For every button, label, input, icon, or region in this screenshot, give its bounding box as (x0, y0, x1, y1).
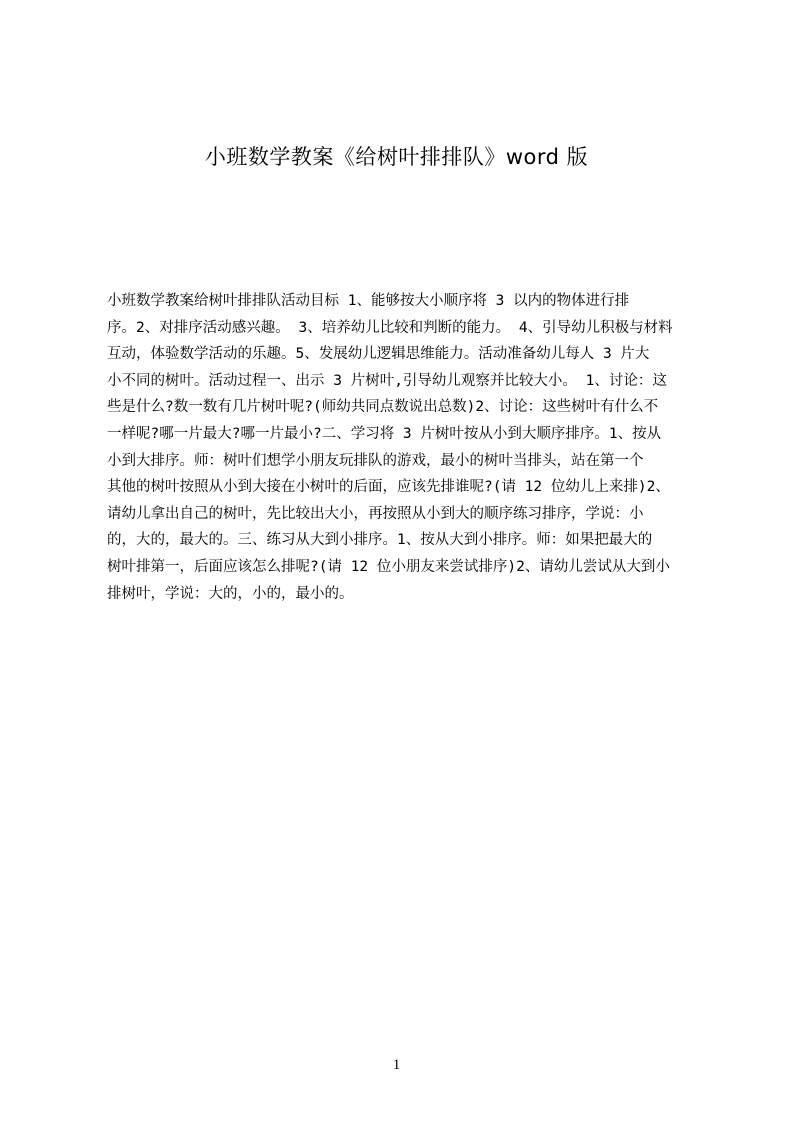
body-line-1: 小班数学教案给树叶排排队活动目标 1、能够按大小顺序将 3 以内的物体进行排 (107, 293, 630, 309)
document-body (107, 288, 694, 608)
body-line-2: 序。2、对排序活动感兴趣。 3、培养幼儿比较和判断的能力。 4、引导幼儿积极与材料 (107, 319, 673, 336)
body-line-11: 树叶排第一，后面应该怎么排呢?(请 12 位小朋友来尝试排序)2、请幼儿尝试从大到小 (107, 558, 670, 575)
body-line-12: 排树叶，学说：大的，小的，最小的。 (107, 585, 354, 602)
body-line-7: 小到大排序。师：树叶们想学小朋友玩排队的游戏，最小的树叶当排头，站在第一个 (107, 452, 644, 469)
body-line-10: 的，大的，最大的。三、练习从大到小排序。1、按从大到小排序。师：如果把最大的 (107, 532, 653, 549)
body-line-9: 请幼儿拿出自己的树叶，先比较出大小，再按照从小到大的顺序练习排序，学说：小 (107, 505, 644, 522)
body-line-3: 互动，体验数学活动的乐趣。5、发展幼儿逻辑思维能力。活动准备幼儿每人 3 片大 (107, 346, 650, 363)
body-line-6: 一样呢?哪一片最大?哪一片最小?二、学习将 3 片树叶按从小到大顺序排序。1、按从 (107, 425, 662, 442)
body-line-4: 小不同的树叶。活动过程一、出示 3 片树叶,引导幼儿观察并比较大小。 1、讨论：这 (107, 372, 667, 389)
page-number: 1 (392, 1057, 401, 1073)
body-line-5: 些是什么?数一数有几片树叶呢?(师幼共同点数说出总数)2、讨论：这些树叶有什么不 (107, 399, 659, 416)
document-title: 小班数学教案《给树叶排排队》word 版 (204, 145, 589, 169)
body-line-8: 其他的树叶按照从小到大接在小树叶的后面，应该先排谁呢?(请 12 位幼儿上来排)2、 (107, 479, 670, 496)
